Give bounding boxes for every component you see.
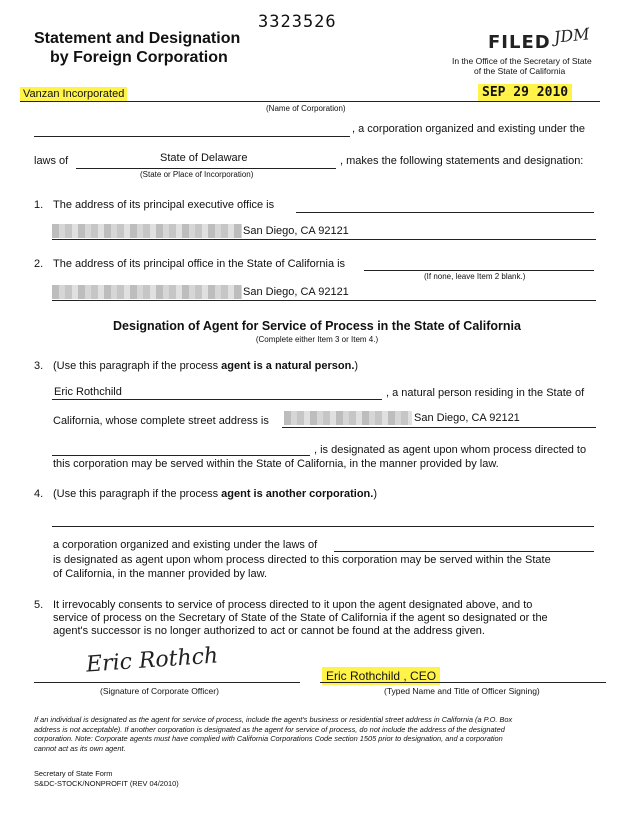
item3-residing-text: , a natural person residing in the State of (386, 387, 585, 399)
agent-name: Eric Rothchild (54, 386, 122, 398)
item2-line (364, 270, 594, 271)
item4-laws-line (334, 551, 594, 552)
item4-line2: is designated as agent upon whom process directed to this corporation may be served within the State (53, 554, 551, 566)
filed-initials: JDM (553, 24, 591, 47)
form-title-line1: Statement and Designation (34, 30, 241, 47)
form-info-line: Secretary of State Form (34, 769, 113, 778)
footnote (34, 715, 512, 753)
item1-text: The address of its principal executive office is (53, 199, 275, 211)
laws-of-label: laws of (34, 155, 69, 167)
item2-note: (If none, leave Item 2 blank.) (424, 272, 526, 281)
item3-intro-bold: agent is a natural person. (221, 360, 355, 372)
item4-blank-line (52, 526, 594, 527)
agent-section-title: Designation of Agent for Service of Process in the State of California (113, 319, 521, 333)
filed-date: SEP 29 2010 (478, 84, 572, 101)
item4-number: 4. (34, 488, 44, 500)
agent-name-line (52, 399, 382, 400)
item5-number: 5. (34, 599, 44, 611)
item4-line1: a corporation organized and existing under the laws of (53, 539, 318, 551)
agent-section-subtitle: (Complete either Item 3 or Item 4.) (255, 335, 379, 344)
document-number: 3323526 (258, 12, 337, 32)
office-line1: In the Office of the Secretary of State (452, 56, 592, 66)
item3-blank-line (52, 455, 310, 456)
corporation-name-line (20, 101, 600, 102)
form-info (34, 769, 179, 788)
item5-line3: agent's successor is no longer authorized to act or cannot be found at the address given. (53, 625, 485, 637)
state-caption: (State or Place of Incorporation) (140, 170, 254, 179)
item4-line3: of California, in the manner provided by law. (53, 568, 268, 580)
item2-city: San Diego, CA 92121 (243, 286, 349, 298)
signature-caption: (Signature of Corporate Officer) (100, 686, 219, 696)
item3-number: 3. (34, 360, 44, 372)
item1-address-line (52, 239, 596, 240)
officer-caption: (Typed Name and Title of Officer Signing) (384, 686, 540, 696)
blank-line (34, 136, 350, 137)
item3-designated-text: , is designated as agent upon whom process directed to (314, 444, 587, 456)
corporation-name-caption: (Name of Corporation) (266, 104, 346, 113)
officer-line (320, 682, 606, 683)
signature-line (34, 682, 300, 683)
item5-line2: service of process on the Secretary of State of the State of California if the agent so designated or the (53, 612, 548, 624)
item4-intro-bold: agent is another corporation. (221, 488, 374, 500)
item1-line (296, 212, 594, 213)
corporation-name: Vanzan Incorporated (20, 87, 127, 101)
item5-line1: It irrevocably consents to service of process directed to it upon the agent designated above, and to (53, 599, 533, 611)
item3-city: San Diego, CA 92121 (414, 412, 520, 424)
form-info-line: S&DC-STOCK/NONPROFIT (REV 04/2010) (34, 778, 179, 788)
item3-address-line (282, 427, 596, 428)
redacted-address (52, 224, 242, 238)
office-line2: of the State of California (474, 66, 566, 76)
item3-intro-suffix: ) (354, 360, 359, 372)
footnote-line: If an individual is designated as the agent for service of process, include the agent's business or residential street address in California (a P.O. Box (34, 715, 513, 724)
organized-text: , a corporation organized and existing under the (352, 123, 585, 135)
item4-intro (53, 488, 377, 500)
form-title-line2: by Foreign Corporation (50, 49, 228, 66)
item4-intro-suffix: ) (373, 488, 377, 500)
officer-name-title: Eric Rothchild , CEO (322, 667, 440, 685)
item3-served-text: this corporation may be served within the State of California, in the manner provided by law. (53, 458, 499, 470)
item3-intro (53, 360, 358, 372)
item2-text: The address of its principal office in the State of California is (53, 258, 346, 270)
state-value: State of Delaware (160, 152, 248, 164)
footnote-line: address is not acceptable). If another corporation is designated as the agent for service of process, do not include the address of the designated (34, 724, 505, 734)
filed-stamp-text: FILED (488, 32, 551, 53)
redacted-address (52, 285, 242, 299)
statements-text: , makes the following statements and designation: (340, 155, 584, 167)
item3-address-lead: California, whose complete street address is (53, 415, 269, 427)
item1-number: 1. (34, 199, 44, 211)
footnote-line: cannot act as its own agent. (34, 743, 126, 753)
redacted-address (284, 411, 412, 425)
item2-number: 2. (34, 258, 44, 270)
item4-intro-prefix: (Use this paragraph if the process (53, 488, 222, 500)
item3-intro-prefix: (Use this paragraph if the process (53, 360, 222, 372)
footnote-line: corporation. Note: Corporate agents must have complied with California Corporations Code section 1505 prior to designation, and a corporation (34, 734, 503, 743)
officer-signature: Eric Rothch (85, 643, 219, 678)
item1-city: San Diego, CA 92121 (243, 225, 349, 237)
item2-address-line (52, 300, 596, 301)
state-line (76, 168, 336, 169)
